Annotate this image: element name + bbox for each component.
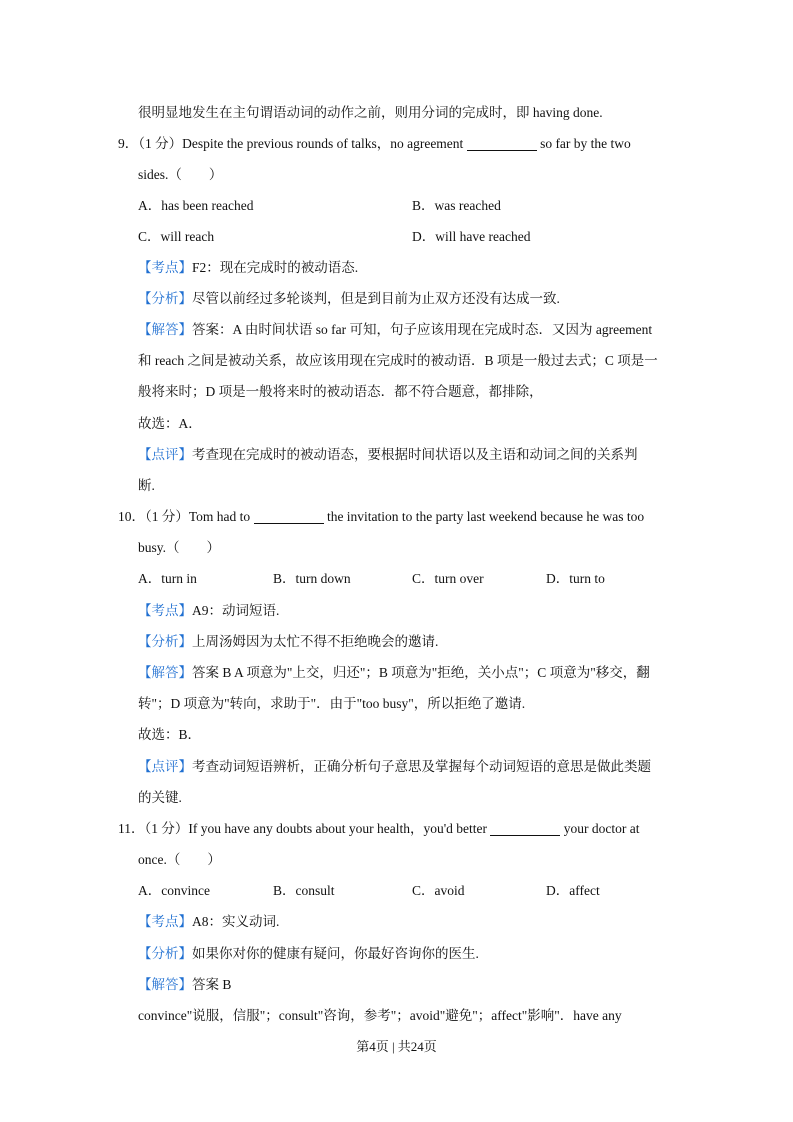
q10-stem-end: the invitation to the party last weekend because he was too <box>326 509 645 524</box>
page-footer: 第4页 | 共24页 <box>356 1039 437 1054</box>
q11-jieda <box>138 975 231 995</box>
q9-dianping-text-2: 断. <box>138 478 155 493</box>
q10-kaodian-text: A9：动词短语. <box>192 603 280 618</box>
q9-dianping <box>138 445 638 465</box>
q10-dianping <box>138 757 651 777</box>
q9-stem-cont: sides.（ ） <box>138 167 223 182</box>
kaodian-tag: 【考点】 <box>138 914 192 929</box>
q9-fenxi <box>138 289 560 309</box>
q11-jieda-text-1: 答案 B <box>192 977 232 992</box>
fenxi-tag: 【分析】 <box>138 946 192 961</box>
q11-stem-start: 11．（1 分）If you have any doubts about your health，you'd better <box>118 821 487 836</box>
jieda-tag: 【解答】 <box>138 977 192 992</box>
q10-stem-cont: busy.（ ） <box>138 540 221 555</box>
q10-jieda-text-1: 答案 B A 项意为"上交，归还"；B 项意为"拒绝，关小点"；C 项意为"移交，翻 <box>192 665 650 680</box>
q9-jieda-text-1: 答案：A 由时间状语 so far 可知，句子应该用现在完成时态．又因为 agreement <box>192 322 653 337</box>
q11-option-b: B．consult <box>273 883 335 898</box>
q9-jieda <box>138 320 652 340</box>
q11-answer-blank <box>490 821 560 836</box>
q10-option-b: B．turn down <box>273 571 351 586</box>
q11-stem-end: your doctor at <box>563 821 640 836</box>
q10-jieda <box>138 663 650 683</box>
q10-choice: 故选：B． <box>138 727 202 742</box>
q10-option-d: D．turn to <box>546 571 605 586</box>
continuation-text: 很明显地发生在主句谓语动词的动作之前，则用分词的完成时，即 having done. <box>138 105 603 120</box>
q10-option-a: A．turn in <box>138 571 197 586</box>
q9-option-c: C．will reach <box>138 229 215 244</box>
q9-stem-end: so far by the two <box>540 136 631 151</box>
q11-fenxi <box>138 944 479 964</box>
q9-option-b: B．was reached <box>412 198 501 213</box>
q9-jieda-text-2: 和 reach 之间是被动关系，故应该用现在完成时的被动语．B 项是一般过去式；C 项是一 <box>138 353 658 368</box>
fenxi-tag: 【分析】 <box>138 634 192 649</box>
kaodian-tag: 【考点】 <box>138 603 192 618</box>
question-11-stem <box>118 819 639 839</box>
q10-option-c: C．turn over <box>412 571 484 586</box>
q9-fenxi-text: 尽管以前经过多轮谈判，但是到目前为止双方还没有达成一致. <box>192 291 560 306</box>
q11-option-d: D．affect <box>546 883 600 898</box>
q10-kaodian <box>138 601 279 621</box>
q9-dianping-text-1: 考查现在完成时的被动语态，要根据时间状语以及主语和动词之间的关系判 <box>192 447 638 462</box>
q9-jieda-text-3: 般将来时；D 项是一般将来时的被动语态．都不符合题意，都排除， <box>138 384 543 399</box>
q11-option-c: C．avoid <box>412 883 465 898</box>
q9-answer-blank <box>467 136 537 151</box>
q9-option-d: D．will have reached <box>412 229 531 244</box>
q10-fenxi-text: 上周汤姆因为太忙不得不拒绝晚会的邀请. <box>192 634 439 649</box>
question-10-stem <box>118 507 644 527</box>
fenxi-tag: 【分析】 <box>138 291 192 306</box>
q10-stem-start: 10．（1 分）Tom had to <box>118 509 251 524</box>
dianping-tag: 【点评】 <box>138 447 192 462</box>
q10-fenxi <box>138 632 438 652</box>
q9-kaodian <box>138 258 358 278</box>
q10-answer-blank <box>254 509 324 524</box>
dianping-tag: 【点评】 <box>138 759 192 774</box>
q9-kaodian-text: F2：现在完成时的被动语态. <box>192 260 359 275</box>
q11-kaodian <box>138 912 279 932</box>
q11-stem-cont: once.（ ） <box>138 852 221 867</box>
kaodian-tag: 【考点】 <box>138 260 192 275</box>
question-9-stem <box>118 134 631 154</box>
q11-kaodian-text: A8：实义动词. <box>192 914 280 929</box>
q11-jieda-text-2: convince"说服，信服"；consult"咨询，参考"；avoid"避免"；affect"影响"．have any <box>138 1008 622 1023</box>
q10-dianping-text-2: 的关键. <box>138 790 182 805</box>
jieda-tag: 【解答】 <box>138 322 192 337</box>
q10-dianping-text-1: 考查动词短语辨析，正确分析句子意思及掌握每个动词短语的意思是做此类题 <box>192 759 651 774</box>
q10-jieda-text-2: 转"；D 项意为"转向，求助于"．由于"too busy"，所以拒绝了邀请. <box>138 696 526 711</box>
q9-choice: 故选：A． <box>138 416 202 431</box>
q9-option-a: A．has been reached <box>138 198 254 213</box>
q11-fenxi-text: 如果你对你的健康有疑问，你最好咨询你的医生. <box>192 946 479 961</box>
jieda-tag: 【解答】 <box>138 665 192 680</box>
q11-option-a: A．convince <box>138 883 210 898</box>
q9-stem-start: 9．（1 分）Despite the previous rounds of talks，no agreement <box>118 136 464 151</box>
